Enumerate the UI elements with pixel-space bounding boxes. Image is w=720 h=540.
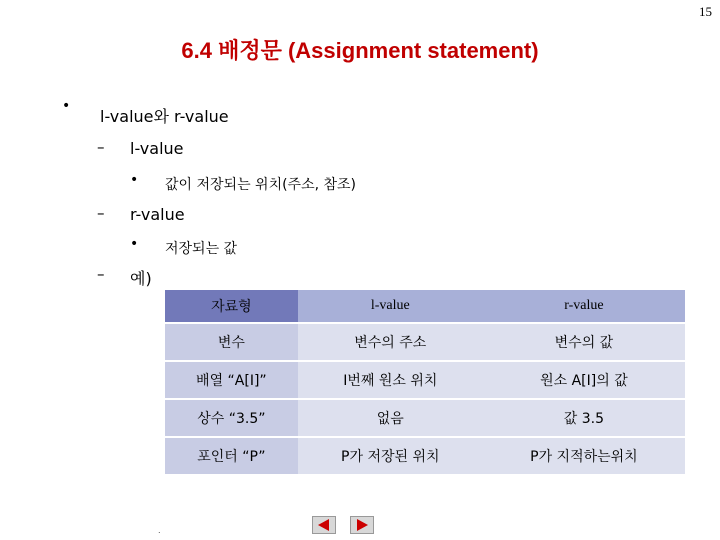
table-cell: P가 저장된 위치 — [298, 437, 483, 474]
bullet-main: l-value와 r-value — [100, 107, 229, 126]
lvalue-description: 값이 저장되는 위치(주소, 참조) — [165, 177, 357, 193]
dash-marker: – — [97, 138, 105, 156]
table-cell: 변수의 값 — [483, 323, 685, 361]
sub-bullet-marker: • — [130, 172, 139, 188]
rvalue-description: 저장되는 값 — [165, 241, 238, 257]
table-cell: 배열 “A[I]” — [165, 361, 298, 399]
footer-mark: . — [158, 526, 161, 535]
lvalue-rvalue-table — [165, 290, 685, 474]
table-cell: 상수 “3.5” — [165, 399, 298, 437]
table-row — [165, 323, 685, 361]
table-cell: 원소 A[I]의 값 — [483, 361, 685, 399]
bullet-marker: • — [62, 98, 71, 114]
triangle-right-icon — [351, 517, 373, 533]
table-cell: 없음 — [298, 399, 483, 437]
slide-title: 6.4 배정문 (Assignment statement) — [181, 38, 539, 63]
table-cell: P가 지적하는위치 — [483, 437, 685, 474]
bullet-rvalue: r-value — [130, 205, 185, 224]
bullet-example: 예) — [130, 269, 152, 288]
page-number: 15 — [699, 4, 712, 19]
prev-slide-button[interactable] — [312, 516, 336, 534]
dash-marker: – — [97, 265, 105, 283]
dash-marker: – — [97, 204, 105, 222]
sub-bullet-marker: • — [130, 236, 139, 252]
table-cell: 변수 — [165, 323, 298, 361]
table-row — [165, 399, 685, 437]
header-cell: 자료형 — [165, 290, 298, 323]
table-cell: 포인터 “P” — [165, 437, 298, 474]
header-cell: r-value — [483, 290, 685, 323]
table-cell: 값 3.5 — [483, 399, 685, 437]
table-header-row — [165, 290, 685, 323]
table-row — [165, 437, 685, 474]
table-row — [165, 361, 685, 399]
bullet-lvalue: l-value — [130, 139, 184, 158]
triangle-left-icon — [313, 517, 335, 533]
table-cell: 변수의 주소 — [298, 323, 483, 361]
next-slide-button[interactable] — [350, 516, 374, 534]
header-cell: l-value — [298, 290, 483, 323]
table-cell: I번째 원소 위치 — [298, 361, 483, 399]
